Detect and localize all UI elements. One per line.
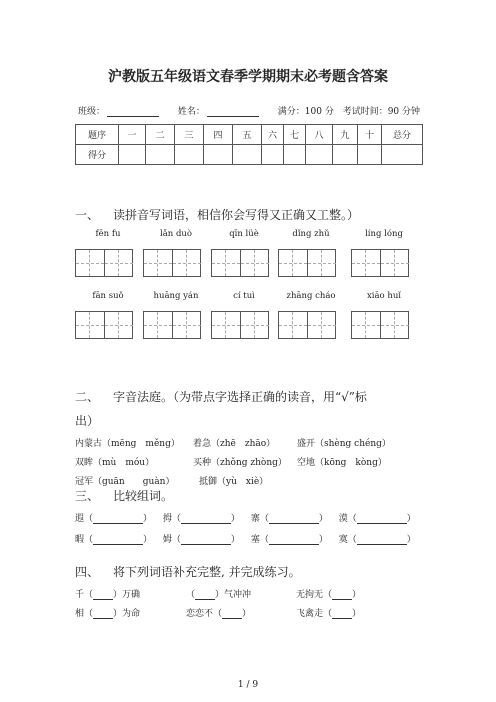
class-label: 班级：: [78, 107, 106, 117]
answer-blank[interactable]: [181, 514, 231, 524]
section-1-heading: [75, 206, 359, 223]
score-header-cell: 十: [358, 125, 382, 145]
char-open: 遐（: [75, 514, 94, 524]
score-header-cell: 五: [233, 125, 262, 145]
answer-blank[interactable]: [93, 535, 143, 545]
answer-blank[interactable]: [269, 514, 319, 524]
pinyin-label: cí tuì: [233, 291, 255, 301]
idiom-prefix: 相（: [75, 609, 94, 619]
idiom-item: [186, 587, 251, 600]
score-header-cell: 总分: [382, 125, 423, 145]
section-3-heading: [75, 487, 173, 504]
section-2-heading: [75, 388, 367, 405]
idiom-prefix: 飞禽走（: [296, 609, 333, 619]
section-instruction: 将下列词语补充完整, 并完成练习。: [113, 565, 301, 579]
pronunciation-item[interactable]: 抵御（yù xiè）: [199, 477, 269, 487]
section-2-heading-cont: 出）: [75, 414, 100, 428]
score-header-cell: 一: [119, 125, 146, 145]
pronunciation-item[interactable]: 买种（zhǒng zhòng）: [193, 458, 287, 468]
score-header-cell: 题序: [76, 125, 119, 145]
writing-grid[interactable]: [75, 311, 133, 339]
pinyin-label: zhāng cháo: [286, 291, 336, 301]
idiom-suffix: ）气冲冲: [215, 590, 252, 600]
writing-grid[interactable]: [351, 249, 409, 277]
score-header-cell: 三: [175, 125, 204, 145]
word-group-row: [75, 511, 416, 524]
pinyin-label: fēn fu: [95, 229, 121, 239]
score-header-cell: 二: [146, 125, 175, 145]
writing-grid[interactable]: [211, 249, 269, 277]
score-header-cell: 九: [333, 125, 358, 145]
score-table-header-row: [76, 125, 423, 145]
answer-blank[interactable]: [357, 535, 407, 545]
char-close: ）: [406, 514, 416, 524]
score-cell[interactable]: [175, 145, 204, 165]
score-table-value-row: [76, 145, 423, 165]
answer-blank[interactable]: [332, 609, 352, 619]
name-label: 姓名：: [177, 107, 205, 117]
idiom-suffix: ）: [352, 590, 362, 600]
score-cell[interactable]: [262, 145, 284, 165]
pinyin-label: fān suǒ: [92, 291, 124, 301]
answer-blank[interactable]: [357, 514, 407, 524]
idiom-item: [296, 587, 361, 600]
pinyin-label: xiāo huǐ: [366, 291, 402, 301]
char-open: 塞（: [250, 535, 269, 545]
class-blank: [107, 106, 159, 117]
score-cell[interactable]: [382, 145, 423, 165]
answer-blank[interactable]: [222, 609, 242, 619]
writing-grid[interactable]: [278, 311, 336, 339]
idiom-prefix: 无拘无（: [296, 590, 333, 600]
score-header-cell: 四: [204, 125, 233, 145]
answer-blank[interactable]: [332, 590, 352, 600]
writing-grid[interactable]: [143, 249, 201, 277]
page-number: 1 / 9: [237, 680, 259, 690]
writing-grid[interactable]: [351, 311, 409, 339]
answer-blank[interactable]: [181, 535, 231, 545]
score-cell[interactable]: [119, 145, 146, 165]
char-close: ）: [230, 514, 240, 524]
writing-grid[interactable]: [75, 249, 133, 277]
page-title: 沪教版五年级语文春季学期期末必考题含答案: [108, 69, 388, 85]
char-close: ）: [143, 535, 153, 545]
pronunciation-item[interactable]: 空地（kōng kòng）: [297, 458, 387, 468]
char-open: 寞（: [338, 535, 357, 545]
pinyin-label: dǐng zhǔ: [292, 229, 330, 239]
pinyin-label: qīn lüè: [229, 229, 259, 239]
idiom-prefix: 千（: [75, 590, 94, 600]
answer-blank[interactable]: [269, 535, 319, 545]
pinyin-label: líng lóng: [365, 229, 403, 239]
section-instruction: 读拼音写词语，相信你会写得又正确又工整。）: [113, 208, 360, 222]
char-open: 姆（: [162, 535, 181, 545]
score-cell[interactable]: [146, 145, 175, 165]
pronunciation-item[interactable]: 着急（zhē zhāo）: [193, 439, 276, 449]
pinyin-label: lǎn duò: [160, 229, 192, 239]
section-instruction: 字音法庭。（为带点字选择正确的读音，用“√”标: [113, 390, 367, 404]
idiom-suffix: ）为命: [113, 609, 141, 619]
char-close: ）: [318, 514, 328, 524]
exam-info: [78, 104, 420, 117]
score-header-cell: 六: [262, 125, 284, 145]
section-number: 三、: [75, 489, 100, 503]
answer-blank[interactable]: [93, 590, 113, 600]
idiom-prefix: （: [186, 590, 196, 600]
idiom-item: [75, 606, 140, 619]
score-cell[interactable]: [233, 145, 262, 165]
idiom-suffix: ）: [352, 609, 362, 619]
score-cell[interactable]: [284, 145, 306, 165]
writing-grid[interactable]: [143, 311, 201, 339]
pronunciation-item[interactable]: 内蒙古（mēng měng）: [75, 439, 180, 449]
writing-grid[interactable]: [278, 249, 336, 277]
section-4-heading: [75, 563, 301, 580]
score-cell[interactable]: [306, 145, 333, 165]
section-instruction: 比较组词。: [113, 489, 174, 503]
pinyin-label: huāng yán: [153, 291, 199, 301]
score-cell[interactable]: [358, 145, 382, 165]
char-close: ）: [318, 535, 328, 545]
time-label: 考试时间：90 分钟: [342, 107, 421, 117]
char-open: 暇（: [75, 535, 94, 545]
score-cell[interactable]: [333, 145, 358, 165]
score-table: [75, 124, 423, 165]
idiom-item: [296, 606, 361, 619]
answer-blank[interactable]: [93, 514, 143, 524]
char-open: 拇（: [162, 514, 181, 524]
section-number: 一、: [75, 208, 100, 222]
writing-grid[interactable]: [211, 311, 269, 339]
score-header-cell: 七: [284, 125, 306, 145]
pronunciation-item[interactable]: 盛开（shèng chéng）: [297, 439, 391, 449]
idiom-prefix: 恋恋不（: [186, 609, 223, 619]
char-open: 寨（: [250, 514, 269, 524]
section-number: 四、: [75, 565, 100, 579]
char-open: 漠（: [338, 514, 357, 524]
section-number: 二、: [75, 390, 100, 404]
pronunciation-item[interactable]: 双眸（mù móu）: [75, 458, 155, 468]
idiom-item: [75, 587, 140, 600]
pronunciation-item[interactable]: 冠军（guān guàn）: [75, 477, 175, 487]
full-score-label: 满分：100 分: [277, 107, 334, 117]
idiom-suffix: ）万确: [113, 590, 141, 600]
char-close: ）: [406, 535, 416, 545]
name-blank: [207, 106, 259, 117]
score-header-cell: 八: [306, 125, 333, 145]
answer-blank[interactable]: [195, 590, 215, 600]
answer-blank[interactable]: [93, 609, 113, 619]
word-group-row: [75, 532, 416, 545]
idiom-suffix: ）: [242, 609, 252, 619]
char-close: ）: [230, 535, 240, 545]
idiom-item: [186, 606, 251, 619]
score-row-label: 得分: [76, 145, 119, 165]
score-cell[interactable]: [204, 145, 233, 165]
char-close: ）: [143, 514, 153, 524]
